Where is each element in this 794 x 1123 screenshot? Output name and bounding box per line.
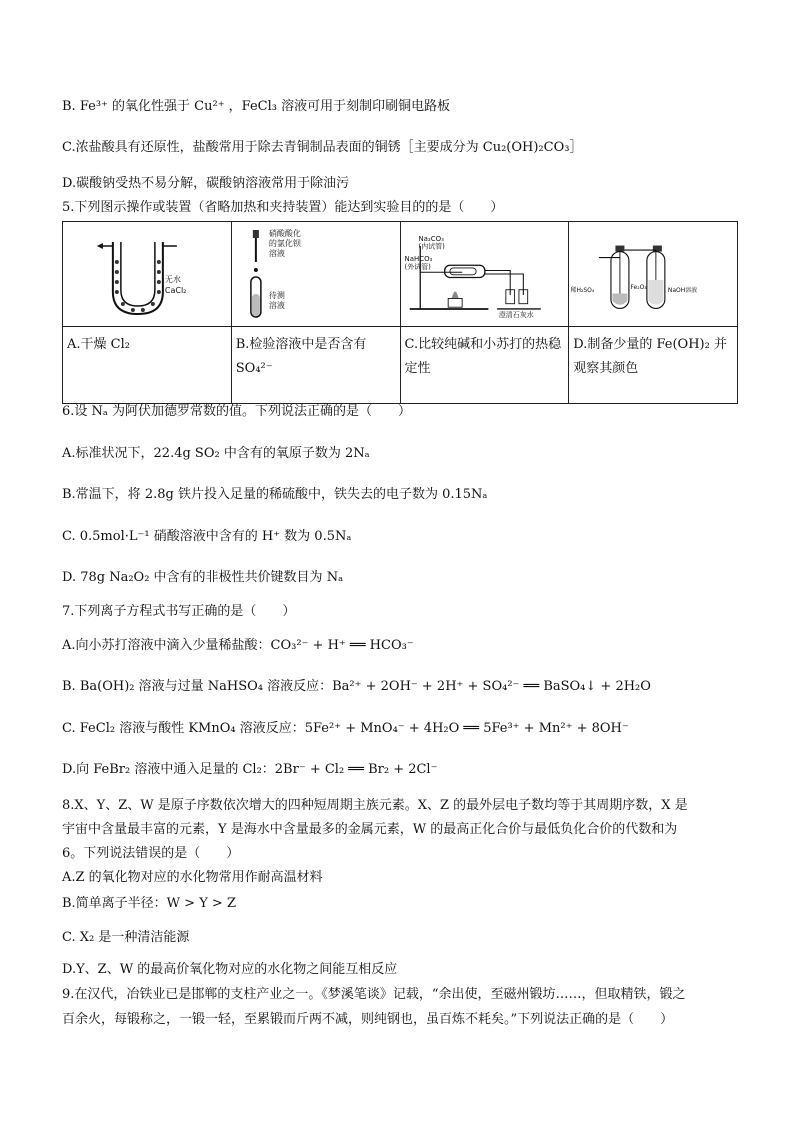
- question-6-stem: 6.设 Nₐ 为阿伏加德罗常数的值。下列说法正确的是（ ）: [62, 404, 412, 419]
- question-7-option-d: D.向 FeBr₂ 溶液中通入足量的 Cl₂：2Br⁻ + Cl₂ ══ Br₂ + 2Cl⁻: [62, 762, 438, 777]
- figure-c-limewater: 澄清石灰水: [498, 310, 534, 319]
- option-b: B. Fe³⁺ 的氧化性强于 Cu²⁺ ，FeCl₃ 溶液可用于刻制印刷铜电路板: [62, 99, 451, 114]
- question-8-option-a: A.Z 的氧化物对应的水化物常用作耐高温材料: [62, 870, 323, 885]
- figure-d-base: NaOH溶液: [668, 286, 698, 294]
- question-6-option-c: C. 0.5mol·L⁻¹ 硝酸溶液中含有的 H⁺ 数为 0.5Nₐ: [62, 529, 352, 544]
- figure-b-sample-line1: 待测: [268, 291, 285, 300]
- question-6-option-d: D. 78g Na₂O₂ 中含有的非极性共价键数目为 Nₐ: [62, 570, 344, 585]
- figure-b-test-tube: [231, 222, 400, 327]
- figure-b-reagent-line3: 溶液: [268, 249, 285, 258]
- question-7-option-b: B. Ba(OH)₂ 溶液与过量 NaHSO₄ 溶液反应：Ba²⁺ + 2OH⁻ + 2H⁺ + SO₄²⁻ ══ BaSO₄↓ + 2H₂O: [62, 679, 651, 694]
- option-a-label: A.干燥 Cl₂: [63, 327, 232, 404]
- figure-d-fe-oh2-setup: [569, 222, 738, 327]
- figure-c-inner-reagent: Na₂CO₃: [417, 234, 444, 243]
- figure-c-inner-label: (内试管): [417, 242, 445, 251]
- figure-a-reagent: 无水: [164, 275, 181, 284]
- question-8-option-d: D.Y、Z、W 的最高价氧化物对应的水化物之间能互相反应: [62, 962, 398, 977]
- option-d-label: D.制备少量的 Fe(OH)₂ 并观察其颜色: [569, 327, 738, 404]
- question-9-stem-line1: 9.在汉代，冶铁业已是邯郸的支柱产业之一。《梦溪笔谈》记载，“余出使，至磁州锻坊……，但取精铁，锻之: [62, 987, 686, 1002]
- question-8-option-b: B.简单离子半径：W > Y > Z: [62, 896, 236, 911]
- figure-a-drying-tube: [63, 222, 232, 327]
- question-7-option-c: C. FeCl₂ 溶液与酸性 KMnO₄ 溶液反应：5Fe²⁺ + MnO₄⁻ + 4H₂O ══ 5Fe³⁺ + Mn²⁺ + 8OH⁻: [62, 721, 629, 736]
- question-7-stem: 7.下列离子方程式书写正确的是（ ）: [62, 604, 296, 619]
- question-5-stem: 5.下列图示操作或装置（省略加热和夹持装置）能达到实验目的的是（ ）: [62, 200, 504, 215]
- figure-b-sample-line2: 溶液: [268, 301, 285, 310]
- option-c: C.浓盐酸具有还原性，盐酸常用于除去青铜制品表面的铜锈［主要成分为 Cu₂(OH)₂CO₃］: [62, 140, 583, 155]
- figure-c-heating-setup: [400, 222, 569, 327]
- question-8-stem-line2: 宇宙中含量最丰富的元素，Y 是海水中含量最多的金属元素，W 的最高正化合价与最低负化合价的代数和为: [62, 822, 678, 837]
- question-8-stem-line1: 8.X、Y、Z、W 是原子序数依次增大的四种短周期主族元素。X、Z 的最外层电子数均等于其周期序数，X 是: [62, 798, 688, 813]
- figure-b-reagent-line2: 的氯化钡: [268, 239, 301, 248]
- figure-a-reagent-formula: CaCl₂: [164, 286, 187, 295]
- option-c-label: C.比较纯碱和小苏打的热稳定性: [400, 327, 569, 404]
- question-8-option-c: C. X₂ 是一种清洁能源: [62, 930, 190, 945]
- figure-d-acid: 稀H₂SO₄: [570, 286, 595, 294]
- option-b-label: B.检验溶液中是否含有 SO₄²⁻: [231, 327, 400, 404]
- figure-b-reagent-line1: 硝酸酸化: [268, 229, 301, 238]
- figure-d-oxide: Fe₂O₃: [630, 283, 647, 291]
- question-9-stem-line2: 百余火，每锻称之，一锻一轻，至累锻而斤两不减，则纯钢也，虽百炼不耗矣。”下列说法正确的是（ ）: [62, 1012, 674, 1027]
- question-8-stem-line3: 6。下列说法错误的是（ ）: [62, 846, 240, 861]
- question-6-option-b: B.常温下，将 2.8g 铁片投入足量的稀硫酸中，铁失去的电子数为 0.15Nₐ: [62, 487, 488, 502]
- figure-c-outer-reagent: NaHCO₃: [403, 254, 432, 263]
- figure-c-outer-label: (外试管): [403, 262, 431, 271]
- option-d: D.碳酸钠受热不易分解，碳酸钠溶液常用于除油污: [62, 176, 350, 191]
- question-7-option-a: A.向小苏打溶液中滴入少量稀盐酸：CO₃²⁻ + H⁺ ══ HCO₃⁻: [62, 638, 414, 653]
- question-6-option-a: A.标准状况下，22.4g SO₂ 中含有的氧原子数为 2Nₐ: [62, 446, 370, 461]
- question-5-options-table: [62, 221, 738, 404]
